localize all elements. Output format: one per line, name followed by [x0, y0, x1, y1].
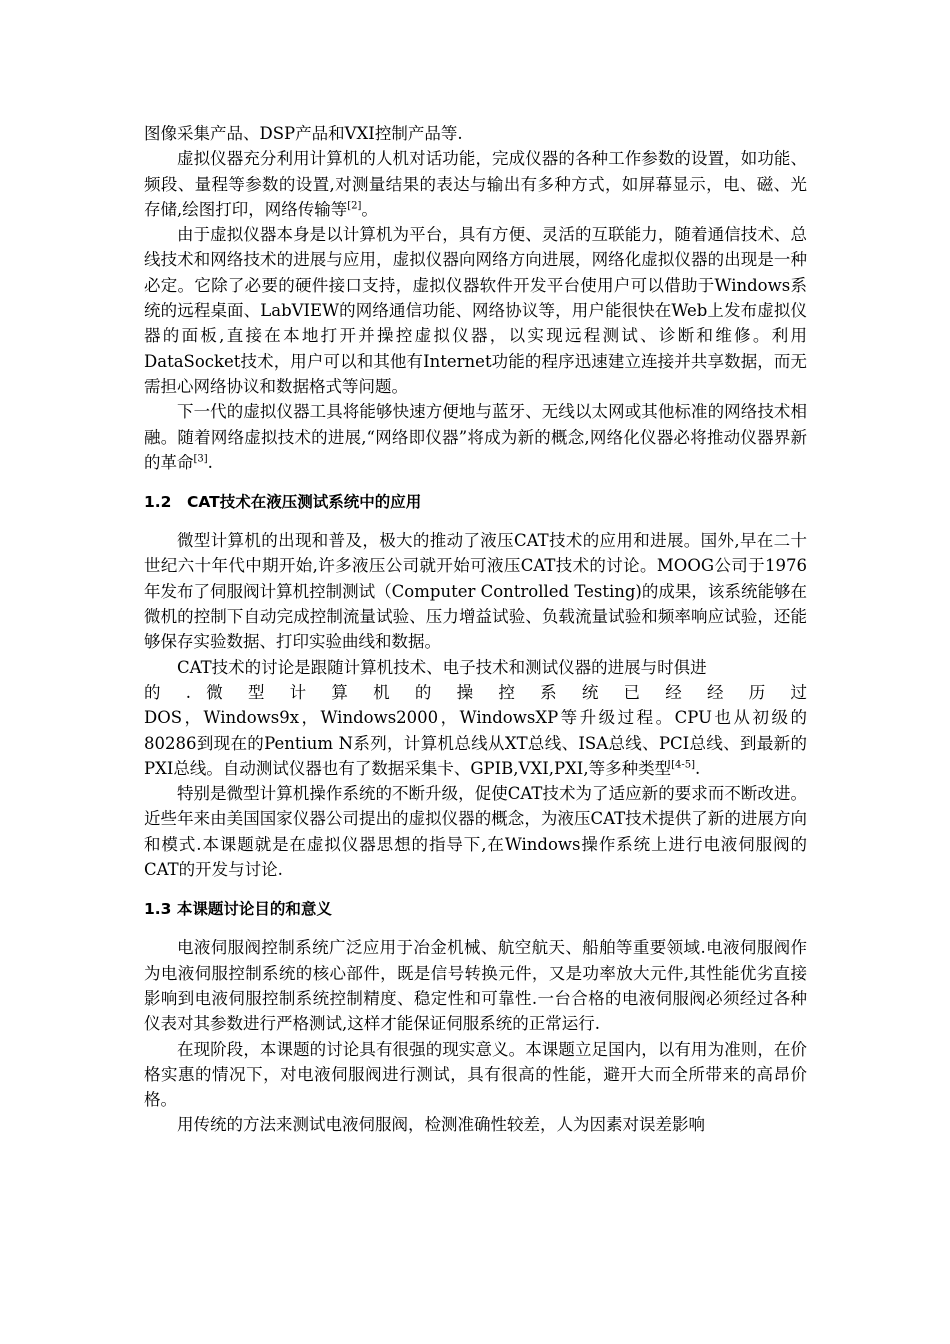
- paragraph: [144, 705, 807, 781]
- paragraph-end: .: [207, 452, 213, 472]
- citation: [2]: [347, 200, 362, 212]
- paragraph: 由于虚拟仪器本身是以计算机为平台，具有方便、灵活的互联能力，随着通信技术、总线技术和网络技术的进展与应用，虚拟仪器向网络方向进展，网络化虚拟仪器的出现是一种必定。它除了必要的硬件接口支持，虚拟仪器软件开发平台使用户可以借助于Windows系统的远程桌面、LabVIEW的网络通信功能、网络协议等，用户能很快在Web上发布虚拟仪器的面板,直接在本地打开并操控虚拟仪器，以实现远程测试、诊断和维修。利用DataSocket技术，用户可以和其他有Internet功能的程序迅速建立连接并共享数据，而无需担心网络协议和数据格式等问题。: [144, 225, 807, 396]
- citation: [4-5]: [671, 759, 695, 771]
- document-page: [144, 121, 807, 1138]
- paragraph-text: DOS，Windows9x，Windows2000，WindowsXP等升级过程。CPU也从初级的80286到现在的Pentium N系列，计算机总线从XT总线、ISA总线、PCI总线、到最新的PXI总线。自动测试仪器也有了数据采集卡、GPIB,VXI,PXI,等多种类型: [144, 708, 807, 778]
- paragraph-end: .: [694, 758, 701, 778]
- paragraph: 在现阶段，本课题的讨论具有很强的现实意义。本课题立足国内，以有用为准则，在价格实惠的情况下，对电液伺服阀进行测试，具有很高的性能，避开大而全所带来的高昂价格。: [144, 1039, 807, 1110]
- paragraph-spread-line: 的 . 微 型 计 算 机 的 操 控 系 统 已 经 经 历 过: [144, 682, 807, 702]
- paragraph: 微型计算机的出现和普及，极大的推动了液压CAT技术的应用和进展。国外,早在二十世纪六十年代中期开始,许多液压公司就开始可液压CAT技术的讨论。MOOG公司于1976年发布了伺服阀计算机控制测试（Computer Controlled Testing)的成果，该系统能够在微机的控制下自动完成控制流量试验、压力增益试验、负载流量试验和频率响应试验，还能够保存实验数据、打印实验曲线和数据。: [144, 531, 807, 652]
- paragraph: [144, 399, 807, 475]
- paragraph-text: 下一代的虚拟仪器工具将能够快速方便地与蓝牙、无线以太网或其他标准的网络技术相融。随着网络虚拟技术的进展,“网络即仪器”将成为新的概念,网络化仪器必将推动仪器界新的革命: [144, 402, 807, 472]
- paragraph: 图像采集产品、DSP产品和VXI控制产品等.: [144, 124, 463, 143]
- citation: [3]: [193, 453, 208, 465]
- paragraph-text: 虚拟仪器充分利用计算机的人机对话功能，完成仪器的各种工作参数的设置，如功能、频段、量程等参数的设置,对测量结果的表达与输出有多种方式，如屏幕显示，电、磁、光存储,绘图打印，网络传输等: [144, 149, 807, 219]
- paragraph: 用传统的方法来测试电液伺服阀，检测准确性较差，人为因素对误差影响: [177, 1115, 705, 1135]
- paragraph: 特别是微型计算机操作系统的不断升级，促使CAT技术为了适应新的要求而不断改进。近些年来由美国国家仪器公司提出的虚拟仪器的概念，为液压CAT技术提供了新的进展方向和模式.本课题就是在虚拟仪器思想的指导下,在Windows操作系统上进行电液伺服阀的CAT的开发与讨论.: [144, 784, 807, 880]
- section-heading: 1.2 CAT技术在液压测试系统中的应用: [144, 493, 422, 512]
- paragraph: 电液伺服阀控制系统广泛应用于冶金机械、航空航天、船舶等重要领域.电液伺服阀作为电液伺服控制系统的核心部件，既是信号转换元件，又是功率放大元件,其性能优劣直接影响到电液伺服控制系统控制精度、稳定性和可靠性.一台合格的电液伺服阀必须经过各种仪表对其参数进行严格测试,这样才能保证伺服系统的正常运行.: [144, 938, 807, 1034]
- paragraph-end: 。: [361, 199, 378, 219]
- section-heading: 1.3 本课题讨论目的和意义: [144, 900, 332, 919]
- paragraph: CAT技术的讨论是跟随计算机技术、电子技术和测试仪器的进展与时俱进: [177, 657, 707, 677]
- paragraph: [144, 146, 807, 222]
